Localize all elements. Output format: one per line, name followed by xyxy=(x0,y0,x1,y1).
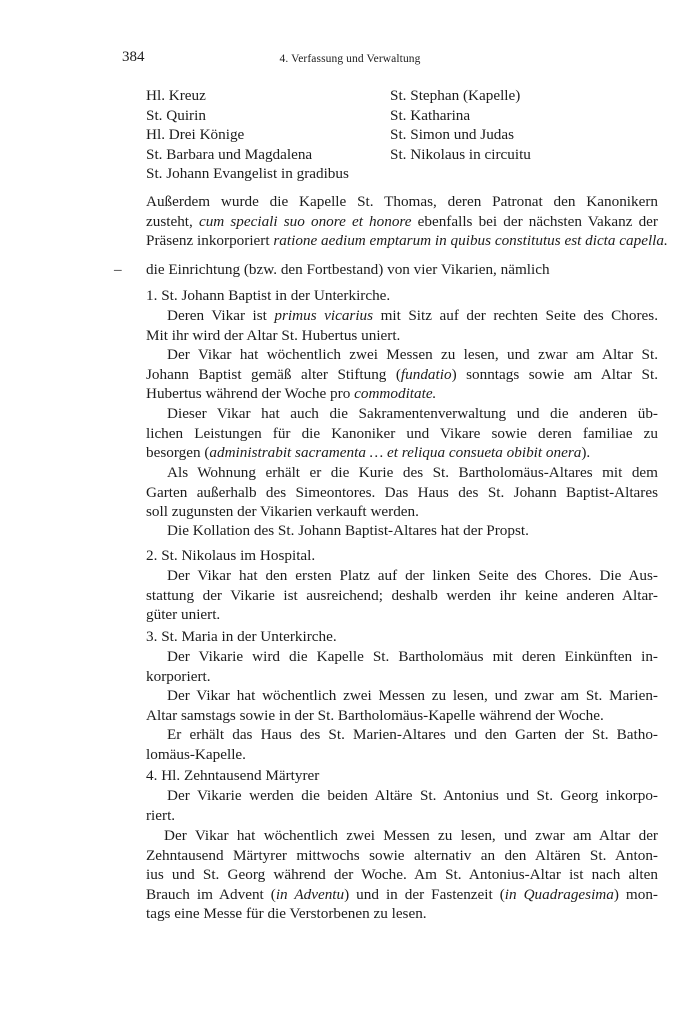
intro-paragraph xyxy=(146,192,668,251)
patron-item: St. Katharina xyxy=(390,106,471,124)
text-line: besorgen (administrabit sacramenta … et reliqua consueta obibit onera). xyxy=(146,444,591,462)
text-line: Als Wohnung erhält er die Kurie des St. Bartholomäus-Altares mit dem xyxy=(167,464,658,481)
text-line: Der Vikar hat wöchentlich zwei Messen zu lesen, und zwar am St. Marien- xyxy=(167,687,658,704)
text-line: lomäus-Kapelle. xyxy=(146,745,246,763)
running-head: 4. Verfassung und Verwaltung xyxy=(279,53,421,65)
patron-item: St. Johann Evangelist in gradibus xyxy=(146,165,349,183)
text-line: Präsenz inkorporiert ratione aedium emptarum in quibus constitutus est dicta capella. xyxy=(146,232,668,250)
patron-item: Hl. Kreuz xyxy=(146,87,206,104)
text-line: Garten außerhalb des Simeontores. Das Haus des St. Johann Baptist-Altares xyxy=(146,483,658,501)
section-heading: 3. St. Maria in der Unterkirche. xyxy=(146,628,337,645)
section-heading: 4. Hl. Zehntausend Märtyrer xyxy=(146,767,320,784)
vicariate-2-paragraph-1 xyxy=(146,566,658,625)
vicariate-1-paragraph-5 xyxy=(146,521,658,541)
patron-item: St. Quirin xyxy=(146,106,206,124)
text-line: zusteht, cum speciali suo onore et honore ebenfalls bei der nächsten Vakanz der xyxy=(146,212,658,230)
vicariate-3-paragraph-3 xyxy=(146,725,658,764)
text-line: Der Vikarie werden die beiden Altäre St. Antonius und St. Georg inkorpo- xyxy=(167,787,658,804)
patron-item: St. Nikolaus in circuitu xyxy=(390,145,531,163)
text-line: lichen Leistungen für die Kanoniker und Vikare sowie deren familiae zu xyxy=(146,424,658,442)
text-line: Hubertus während der Woche pro commoditate. xyxy=(146,385,437,403)
section-heading: 1. St. Johann Baptist in der Unterkirche. xyxy=(146,287,391,304)
text-line: Dieser Vikar hat auch die Sakramentenverwaltung und die anderen üb- xyxy=(167,405,658,422)
vicariate-1-paragraph-2 xyxy=(146,345,658,404)
vicariate-1-paragraph-1 xyxy=(146,306,658,345)
text-line: riert. xyxy=(146,806,176,824)
text-line: Johann Baptist gemäß alter Stiftung (fundatio) sonntags sowie am Altar St. xyxy=(146,365,658,383)
text-line: güter uniert. xyxy=(146,606,221,624)
text-line: ius und St. Georg während der Woche. Am St. Antonius-Altar ist nach alten xyxy=(146,866,658,884)
text-line: Er erhält das Haus des St. Marien-Altares und den Garten der St. Batho- xyxy=(167,726,658,743)
text-line: Die Kollation des St. Johann Baptist-Altares hat der Propst. xyxy=(167,522,529,539)
vicariate-3-paragraph-2 xyxy=(146,686,658,725)
patron-item: St. Barbara und Magdalena xyxy=(146,145,313,163)
vicariate-4-paragraph-2 xyxy=(146,826,658,924)
vicariate-3-section xyxy=(146,627,658,647)
page-number: 384 xyxy=(122,49,145,65)
vicariate-1-paragraph-3 xyxy=(146,404,658,463)
patron-item: St. Stephan (Kapelle) xyxy=(390,87,521,104)
list-item-vikarien xyxy=(114,260,659,280)
vicariate-4-section xyxy=(146,766,658,786)
text-line: soll zugunsten der Vikarien verkauft werden. xyxy=(146,503,419,521)
dash-item-text: die Einrichtung (bzw. den Fortbestand) von vier Vikarien, nämlich xyxy=(146,261,550,278)
text-line: Zehntausend Märtyrer mittwochs sowie alternativ an den Altären St. Anton- xyxy=(146,846,658,864)
text-line: Der Vikar hat den ersten Platz auf der linken Seite des Chores. Die Aus- xyxy=(167,567,658,584)
text-line: Altar samstags sowie in der St. Bartholomäus-Kapelle während der Woche. xyxy=(146,706,604,724)
patron-list-right xyxy=(390,86,531,164)
vicariate-1-section xyxy=(146,286,658,306)
dash-marker: – xyxy=(114,261,122,278)
vicariate-2-section xyxy=(146,546,658,566)
text-line: tags eine Messe für die Verstorbenen zu lesen. xyxy=(146,905,427,923)
vicariate-3-paragraph-1 xyxy=(146,647,658,686)
text-line: Deren Vikar ist primus vicarius mit Sitz auf der rechten Seite des Chores. xyxy=(167,307,659,324)
section-heading: 2. St. Nikolaus im Hospital. xyxy=(146,547,316,564)
vicariate-1-paragraph-4 xyxy=(146,463,658,522)
text-line: Der Vikar hat wöchentlich zwei Messen zu lesen, und zwar am Altar der xyxy=(164,827,658,844)
text-line: Mit ihr wird der Altar St. Hubertus uniert. xyxy=(146,326,401,344)
text-line: Brauch im Advent (in Adventu) und in der Fastenzeit (in Quadragesima) mon- xyxy=(146,885,658,903)
text-line: Außerdem wurde die Kapelle St. Thomas, deren Patronat den Kanonikern xyxy=(146,193,658,210)
text-line: korporiert. xyxy=(146,667,211,685)
text-line: stattung der Vikarie ist ausreichend; deshalb werden ihr keine anderen Altar- xyxy=(146,586,658,604)
patron-list-left xyxy=(146,86,349,184)
patron-item: Hl. Drei Könige xyxy=(146,126,245,144)
text-line: Der Vikar hat wöchentlich zwei Messen zu lesen, und zwar am Altar St. xyxy=(167,346,658,363)
vicariate-4-paragraph-1 xyxy=(146,786,658,825)
patron-item: St. Simon und Judas xyxy=(390,126,515,144)
text-line: Der Vikarie wird die Kapelle St. Bartholomäus mit deren Einkünften in- xyxy=(167,648,658,665)
